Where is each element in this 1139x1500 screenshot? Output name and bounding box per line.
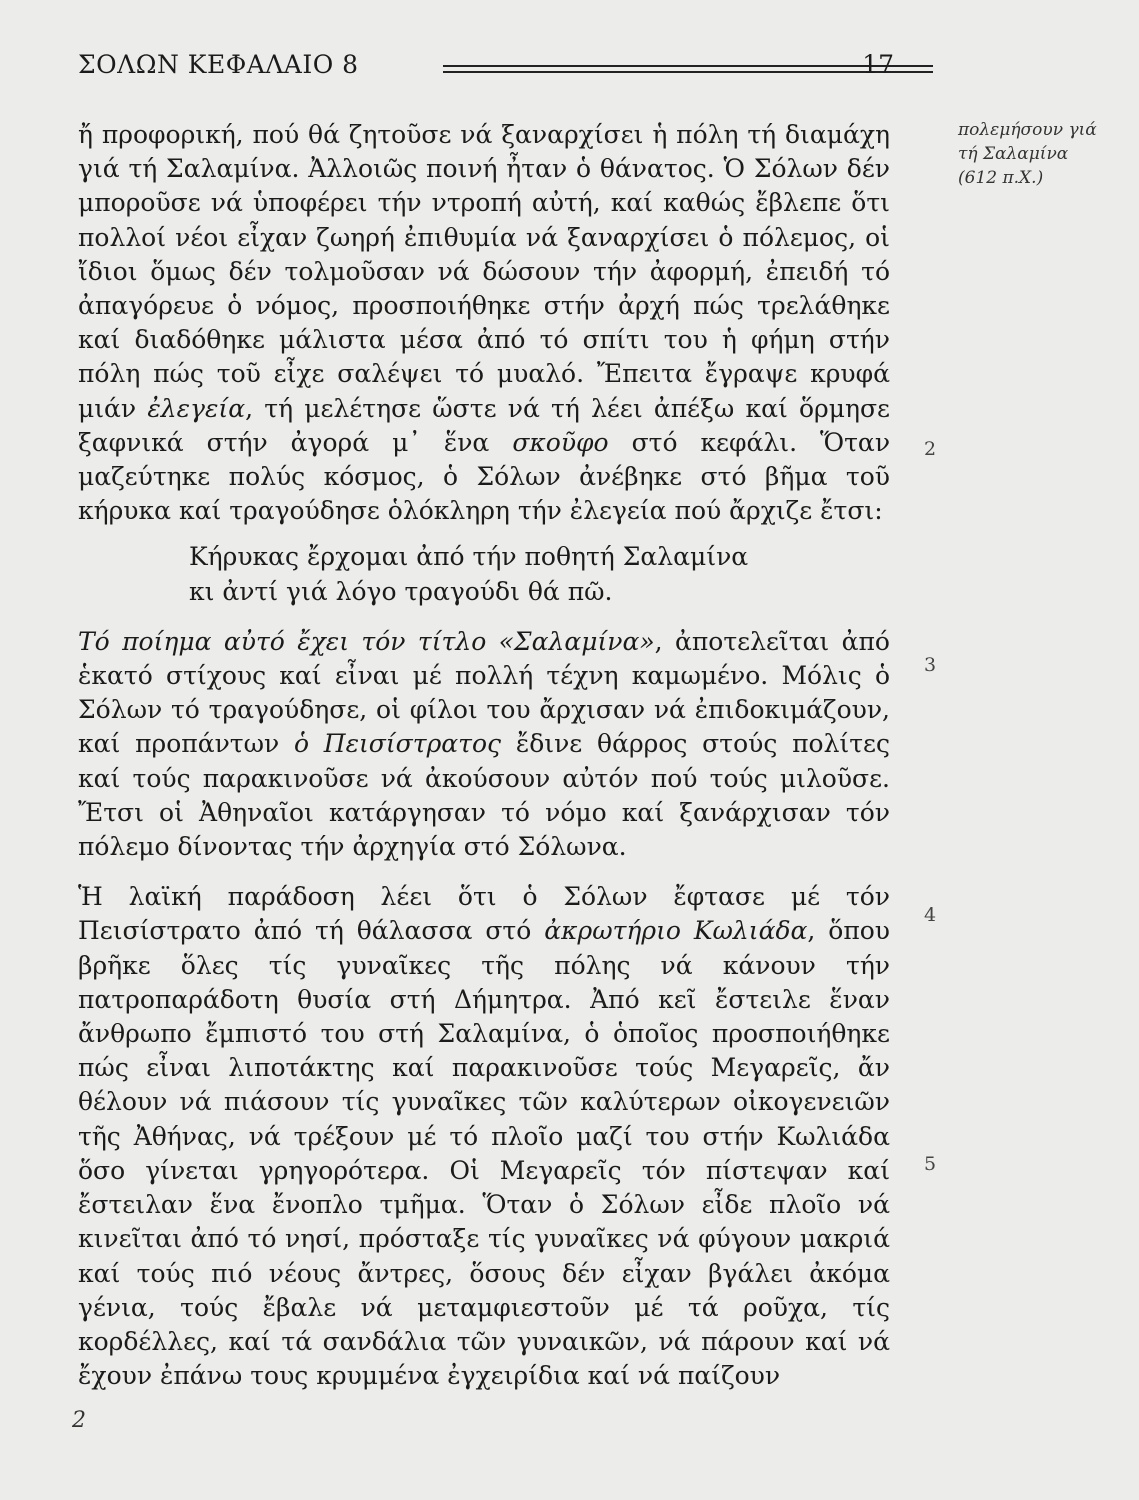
italic-poem-title: Τό ποίημα αὐτό ἔχει τόν τίτλο «Σαλαμίνα» (78, 626, 655, 656)
signature-mark: 2 (72, 1408, 86, 1433)
margin-number: 4 (924, 904, 937, 926)
italic-name-peisistratos: ὁ Πεισίστρατος (293, 729, 502, 759)
paragraph-text: , ὅπου βρῆκε ὅλες τίς γυναῖκες τῆς πόλης νά κάνουν τήν πατροπαράδοτη θυσία στή Δήμητρα. Ἀπό κεῖ ἔστειλε ἕναν ἄνθρωπο ἔμπιστό του στή Σαλαμίνα, ὁ ὁποῖος προσποιήθηκε πώς εἶναι λιποτάκτης καί παρακινοῦσε τούς Μεγαρεῖς, ἄν θέλουν νά πιάσουν τίς γυναῖκες τῶν καλύτερων οἰκογενειῶν τῆς Ἀθήνας, νά τρέξουν μέ τό πλοῖο μαζί του στήν Κωλιάδα ὅσο γίνεται γρηγορότερα. Οἱ Μεγαρεῖς τόν πίστεψαν καί ἔστειλαν ἕνα ἔνοπλο τμῆμα. Ὅταν ὁ Σόλων εἶδε πλοῖο νά κινεῖται ἀπό τό νησί, πρόσταξε τίς γυναῖκες νά φύγουν μακριά καί τούς πιό νέους ἄντρες, ὅσους δέν εἶχαν βγάλει ἀκόμα γένια, τούς ἔβαλε νά μεταμφιεστοῦν μέ τά ροῦχα, τίς κορδέλλες, καί τά σανδάλια τῶν γυναικῶν, νά πάρουν καί νά ἔχουν ἐπάνω τους κρυμμένα ἐγχειρίδια καί νά παίζουν (78, 916, 890, 1391)
margin-note-line: πολεμήσουν γιά (958, 120, 1097, 140)
page-number: 17 (862, 50, 894, 79)
margin-number: 3 (924, 654, 937, 676)
chapter-title: ΣΟΛΩΝ ΚΕΦΑΛΑΙΟ 8 (78, 50, 359, 79)
italic-term-skoufo: σκοῦφο (512, 427, 609, 457)
verse-line: κι ἀντί γιά λόγο τραγούδι θά πῶ. (189, 576, 613, 606)
paragraph-text: , ἀποτελεῖται ἀπό ἑκατό στίχους καί εἶναι μέ πολλή τέχνη καμωμένο. Μόλις ὁ Σόλων τό τραγούδησε, οἱ φίλοι του ἄρχισαν νά ἐπιδοκιμάζουν, καί προπάντων (78, 626, 890, 759)
margin-number: 5 (924, 1153, 937, 1175)
italic-place-kolias: ἀκρωτήριο Κωλιάδα (544, 916, 808, 946)
italic-term-elegeia: ἐλεγεία (147, 393, 246, 423)
paragraph-gap (78, 864, 890, 880)
margin-note-line: τή Σαλαμίνα (958, 144, 1069, 164)
paragraph-3 (78, 880, 890, 1393)
paragraph-2 (78, 625, 890, 864)
paragraph-text: , τή μελέτησε ὥστε νά τή λέει ἀπέξω καί ὅρμησε ξαφνικά στήν ἀγορά μ᾽ ἕνα (78, 393, 890, 457)
main-text (78, 118, 890, 1393)
margin-note (958, 118, 1128, 190)
margin-note-line: (612 π.Χ.) (958, 168, 1044, 188)
running-header (78, 50, 894, 86)
paragraph-1 (78, 118, 890, 528)
verse-quote (189, 528, 890, 624)
verse-line: Κήρυκας ἔρχομαι ἀπό τήν ποθητή Σαλαμίνα (189, 542, 749, 572)
paragraph-text: ἤ προφορική, πού θά ζητοῦσε νά ξαναρχίσει ἡ πόλη τή διαμάχη γιά τή Σαλαμίνα. Ἀλλοιῶς ποινή ἦταν ὁ θάνατος. Ὁ Σόλων δέν μποροῦσε νά ὑποφέρει τήν ντροπή αὐτή, καί καθώς ἔβλεπε ὅτι πολλοί νέοι εἶχαν ζωηρή ἐπιθυμία νά ξαναρχίσει ὁ πόλεμος, οἱ ἴδιοι ὅμως δέν τολμοῦσαν νά δώσουν τήν ἀφορμή, ἐπειδή τό ἀπαγόρευε ὁ νόμος, προσποιήθηκε στήν ἀρχή πώς τρελάθηκε καί διαδόθηκε μάλιστα μέσα ἀπό τό σπίτι του ἡ φήμη στήν πόλη πώς τοῦ εἶχε σαλέψει τό μυαλό. Ἔπειτα ἔγραψε κρυφά μιάν (78, 120, 890, 423)
header-double-rule (443, 65, 933, 73)
paragraph-text: στό κεφάλι. Ὅταν μαζεύτηκε πολύς κόσμος, ὁ Σόλων ἀνέβηκε στό βῆμα τοῦ κήρυκα καί τραγούδησε ὁλόκληρη τήν ἐλεγεία πού ἄρχιζε ἔτσι: (78, 427, 891, 526)
paragraph-text: ἔδινε θάρρος στούς πολίτες καί τούς παρακινοῦσε νά ἀκούσουν αὐτόν πού τούς μιλοῦσε. Ἔτσι οἱ Ἀθηναῖοι κατάργησαν τό νόμο καί ξανάρχισαν τόν πόλεμο δίνοντας τήν ἀρχηγία στό Σόλωνα. (78, 729, 890, 862)
paragraph-text: Ἡ λαϊκή παράδοση λέει ὅτι ὁ Σόλων ἔφτασε μέ τόν Πεισίστρατο ἀπό τή θάλασσα στό (78, 882, 890, 946)
margin-number: 2 (924, 438, 937, 460)
